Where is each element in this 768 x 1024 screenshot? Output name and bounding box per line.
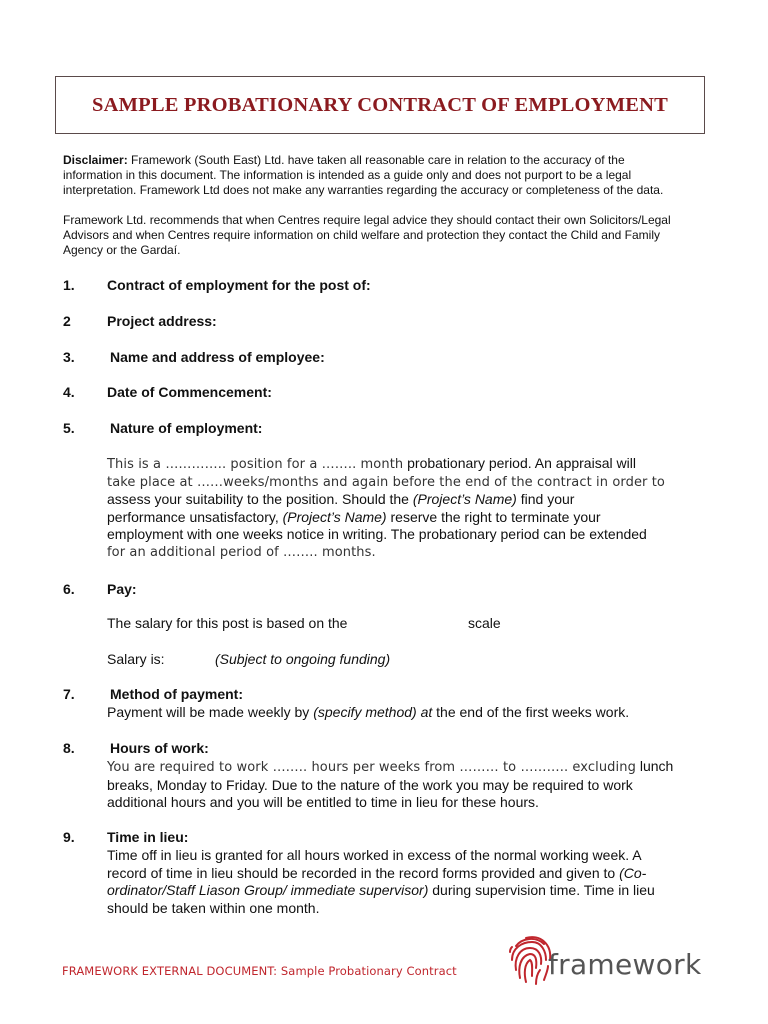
disclaimer-line: interpretation. Framework Ltd does not make any warranties regarding the accuracy or completeness of the data. (63, 183, 664, 197)
disclaimer-line: information in this document. The information is intended as a guide only and does not purport to be a legal (63, 168, 632, 182)
nature-of-employment-text: This is a ………….. position for a …….. month probationary period. An appraisal will take place at ……weeks/months and again before the end of the contract in order to assess your suitability to the position. Should the (Project’s Name) find your performance unsatisfactory, (Project’s Name) reserve the right to terminate your employment with one weeks notice in writing. The probationary period can be extended for an additional period of …….. months. (107, 455, 665, 560)
method-of-payment-text: Payment will be made weekly by (specify method) at the end of the first weeks work. (107, 704, 630, 720)
recommendation-line: Advisors and when Centres require information on child welfare and protection they contact the Child and Family (63, 228, 660, 242)
document-title: SAMPLE PROBATIONARY CONTRACT OF EMPLOYMENT (91, 93, 668, 116)
salary-note: (Subject to ongoing funding) (215, 651, 391, 667)
recommendation-line: Agency or the Gardaí. (63, 243, 181, 257)
hours-of-work-text: You are required to work …….. hours per weeks from ……… to ……….. excluding lunch breaks, Monday to Friday. Due to the nature of the work you may be required to work additional hours and you will be entitled to time in lieu for these hours. (107, 758, 674, 810)
disclaimer-paragraph (63, 153, 703, 198)
salary-line: Salary is: (Subject to ongoing funding) (107, 651, 391, 667)
pay-text: The salary for this post is based on the scale (107, 615, 501, 631)
title-box (55, 76, 705, 134)
disclaimer-line: Framework (South East) Ltd. have taken all reasonable care in relation to the accuracy of the (127, 153, 625, 167)
disclaimer-label: Disclaimer: (63, 153, 128, 167)
recommendation-paragraph (63, 213, 703, 258)
time-in-lieu-text: Time off in lieu is granted for all hours worked in excess of the normal working week. A record of time in lieu should be recorded in the record forms provided and given to (Co- ordinator/Staff Liason Group/ immediate supervisor) during supervision time. Time in lieu should be taken within one month. (107, 847, 655, 916)
scale-label: scale (468, 615, 501, 631)
logo-wordmark: framework (548, 948, 702, 981)
recommendation-line: Framework Ltd. recommends that when Centres require legal advice they should contact their own Solicitors/Legal (63, 213, 671, 227)
footer-text: FRAMEWORK EXTERNAL DOCUMENT: Sample Probationary Contract (62, 964, 457, 978)
